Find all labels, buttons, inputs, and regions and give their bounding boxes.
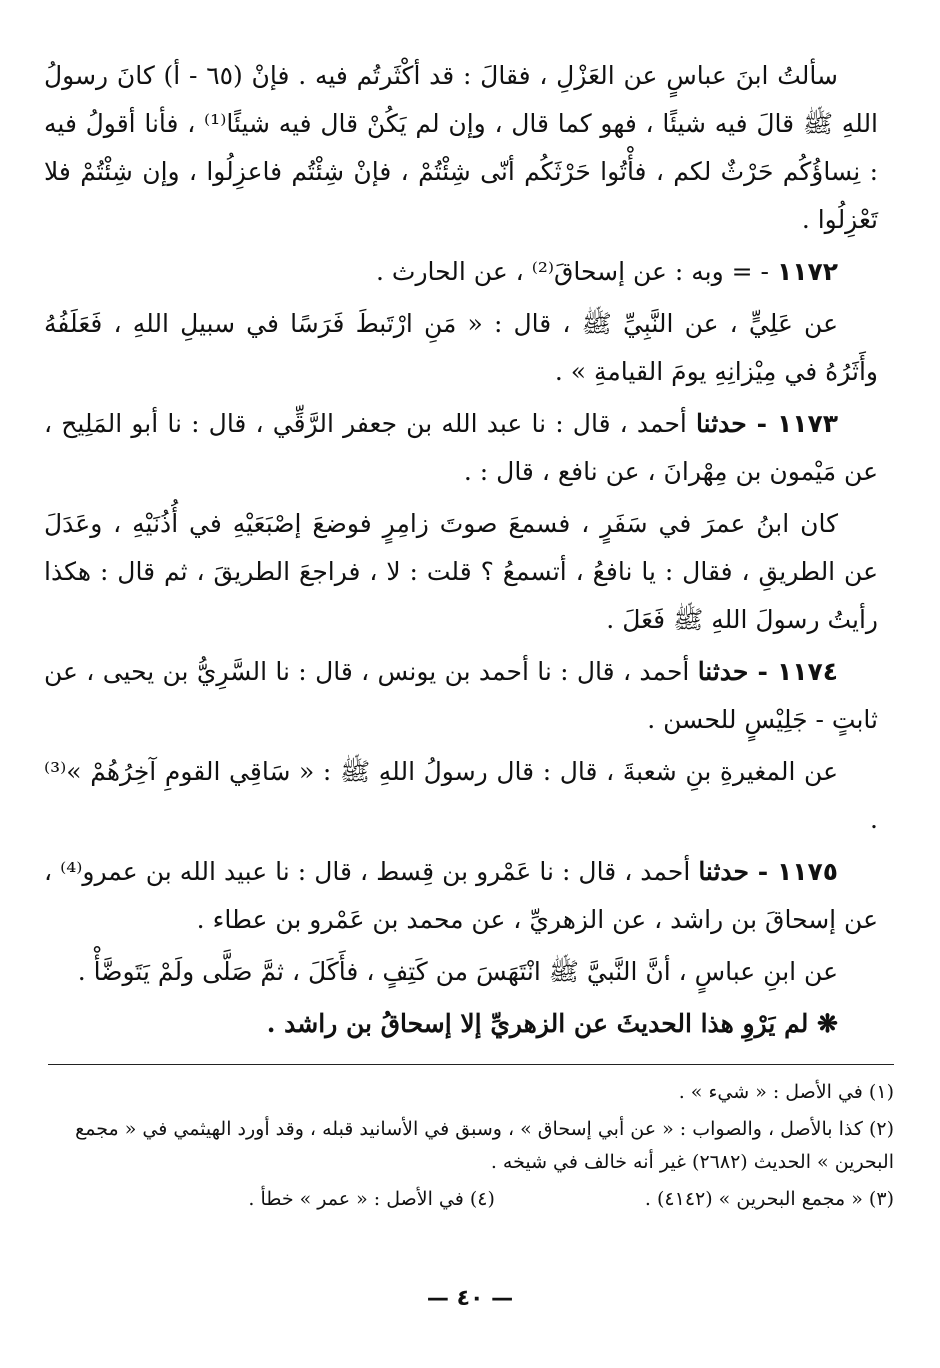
page-number: — ٤٠ — bbox=[426, 1286, 514, 1311]
hadith-number: ١١٧٣ bbox=[776, 409, 838, 438]
paragraph-text: عن المغيرةِ بنِ شعبةَ ، قال : قال رسولُ اللهِ ﷺ : « سَاقِي القومِ آخِرُهُمْ »⁽³⁾ . bbox=[44, 757, 878, 834]
paragraph-text: أحمد ، قال : نا عبد الله بن جعفر الرَّقِّي ، قال : نا أبو المَلِيح ، عن مَيْمون بن مِهْرانَ ، عن نافع ، قال : . bbox=[44, 409, 878, 486]
footnotes bbox=[44, 1076, 894, 1220]
paragraph bbox=[44, 748, 878, 844]
main-text bbox=[44, 52, 878, 1052]
haddathana-label: - حدثنا bbox=[696, 409, 777, 438]
editor-note-text: لم يَرْوِ هذا الحديثَ عن الزهريِّ إلا إسحاقُ بن راشد . bbox=[266, 1009, 818, 1038]
haddathana-label: - حدثنا bbox=[697, 657, 777, 686]
paragraph-text: سألتُ ابنَ عباسٍ عن العَزْلِ ، فقالَ : قد أكْثَرتُم فيه . فإنْ (٦٥ - أ) كانَ رسولُ اللهِ ﷺ قالَ فيه شيئًا ، فهو كما قال ، وإن لم يَكُنْ قال فيه شيئًا⁽¹⁾ ، فأنا أقولُ فيه : نِساؤُكُم حَرْثٌ لكم ، فأْتُوا حَرْثَكُم أنّى شِئْتُمْ ، فإنْ شِئْتُم فاعزِلُوا ، وإن شِئْتُمْ فلا تَعْزِلُوا . bbox=[44, 61, 879, 234]
footnote-1: (١) في الأصل : « شيء » . bbox=[678, 1081, 894, 1103]
hadith-1175 bbox=[44, 848, 878, 944]
paragraph bbox=[44, 500, 878, 644]
haddathana-label: - حدثنا bbox=[698, 857, 777, 886]
hadith-number: ١١٧٢ bbox=[776, 257, 838, 286]
paragraph bbox=[44, 300, 878, 396]
star-icon: ❋ bbox=[817, 1009, 838, 1038]
paragraph-text: عن ابنِ عباسٍ ، أنَّ النَّبيَّ ﷺ انْتَهَسَ من كَتِفٍ ، فأَكَلَ ، ثمَّ صَلَّى ولَمْ يَتَوضَّأْ . bbox=[77, 957, 838, 986]
paragraph-text: أحمد ، قال : نا عَمْرو بن قِسط ، قال : نا عبيد الله بن عمرو⁽⁴⁾ ، عن إسحاقَ بن راشد ، عن الزهريِّ ، عن محمد بن عَمْرو بن عطاء . bbox=[44, 857, 878, 934]
footnote-4: (٤) في الأصل : « عمر » خطأ . bbox=[248, 1188, 495, 1210]
hadith-number: ١١٧٤ bbox=[776, 657, 838, 686]
footnote-3: (٣) « مجمع البحرين » (٤١٤٢) . bbox=[644, 1188, 894, 1210]
editor-note bbox=[44, 1000, 878, 1048]
paragraph bbox=[44, 948, 878, 996]
paragraph bbox=[44, 52, 878, 244]
footnote-divider bbox=[48, 1064, 894, 1065]
paragraph-text: عن عَلِيٍّ ، عن النَّبِيِّ ﷺ ، قال : « مَنِ ارْتَبطَ فَرَسًا في سبيلِ اللهِ ، فَعَلَفُهُ وأَثَرُهُ في مِيْزانِهِ يومَ القيامةِ » . bbox=[44, 309, 878, 386]
footnote-2: (٢) كذا بالأصل ، والصواب : « عن أبي إسحاق » ، وسبق في الأسانيد قبله ، وقد أورد الهيثمي في « مجمع البحرين » الحديث (٢٦٨٢) غير أنه خالف في شيخه . bbox=[75, 1118, 894, 1173]
footnote-row bbox=[44, 1183, 894, 1216]
paragraph-text: أحمد ، قال : نا أحمد بن يونس ، قال : نا السَّرِيُّ بن يحيى ، عن ثابتٍ - جَلِيْسٍ للحسن . bbox=[44, 657, 878, 734]
hadith-1173 bbox=[44, 400, 878, 496]
paragraph-text: كان ابنُ عمرَ في سَفَرٍ ، فسمعَ صوتَ زامِرٍ فوضعَ إصْبَعَيْهِ في أُذُنَيْهِ ، وعَدَلَ عن الطريقِ ، فقال : يا نافعُ ، أتسمعُ ؟ قلت : لا ، فراجعَ الطريقَ ، ثم قال : هكذا رأيتُ رسولَ اللهِ ﷺ فَعَلَ . bbox=[44, 509, 878, 634]
hadith-1172 bbox=[44, 248, 878, 296]
hadith-1174 bbox=[44, 648, 878, 744]
paragraph-text: - = وبه : عن إسحاقَ⁽²⁾ ، عن الحارث . bbox=[376, 257, 777, 286]
hadith-number: ١١٧٥ bbox=[776, 857, 839, 886]
